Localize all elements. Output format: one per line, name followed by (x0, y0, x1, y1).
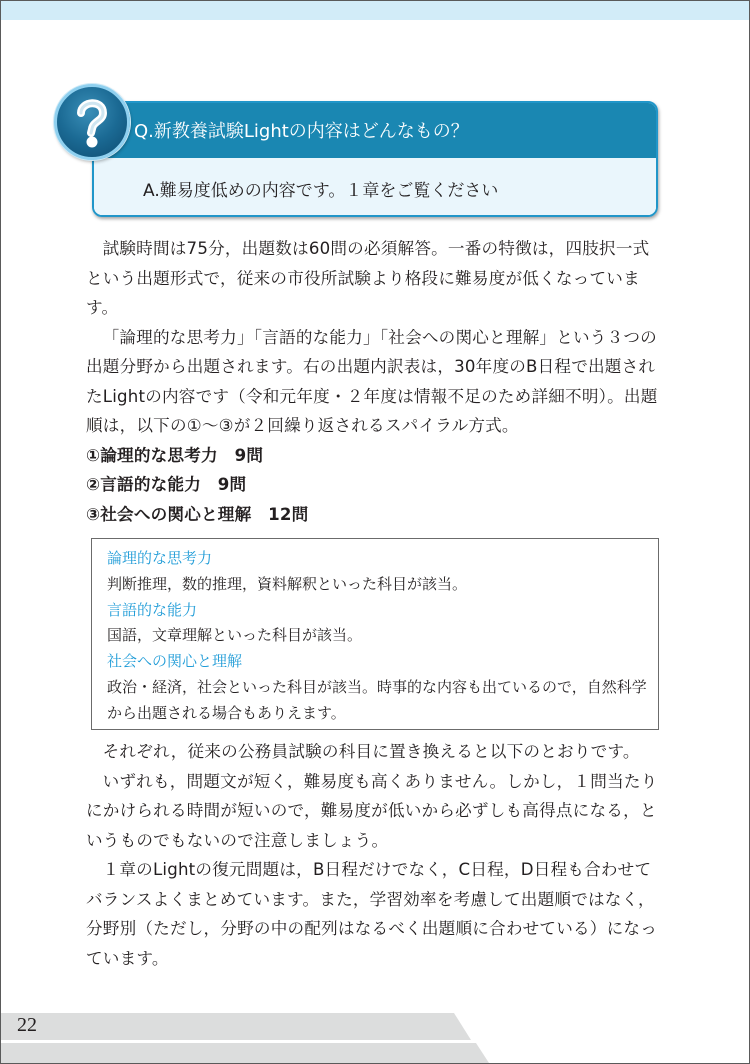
qa-box (92, 101, 658, 217)
footer-band (1, 1013, 471, 1040)
list-item: ②言語的な能力 9問 (86, 475, 247, 494)
list-item: ③社会への関心と理解 12問 (86, 504, 309, 524)
info-description: 判断推理，数的推理，資料解釈といった科目が該当。 (107, 574, 468, 593)
body-section-2 (86, 737, 666, 973)
body-section-1 (86, 234, 666, 529)
paragraph: 「論理的な思考力」「言語的な能力」「社会への関心と理解」という３つの出題分野から出題されます。右の出題内訳表は，30年度のB日程で出題されたLightの内容です（令和元年度・２年度は情報不足のため詳細不明）。出題順は，以下の①～③が２回繰り返されるスパイラル方式。 (86, 327, 658, 435)
page-number: 22 (17, 1014, 37, 1036)
info-heading: 言語的な能力 (107, 600, 198, 619)
question-bar (94, 103, 656, 158)
info-description: 政治・経済，社会といった科目が該当。時事的な内容も出ているので，自然科学から出題される場合もありえます。 (107, 677, 647, 722)
info-heading: 論理的な思考力 (107, 549, 213, 567)
paragraph: いずれも，問題文が短く，難易度も高くありません。しかし，１問当たりにかけられる時間が短いので，難易度が低いから必ずしも高得点になる，というものでもないので注意しましょう。 (86, 771, 658, 850)
info-description: 国語，文章理解といった科目が該当。 (107, 626, 363, 645)
info-heading: 社会への関心と理解 (107, 652, 243, 671)
header-band (1, 1, 749, 20)
answer-text: A.難易度低めの内容です。１章をご覧ください (143, 181, 499, 201)
paragraph: 試験時間は75分，出題数は60問の必須解答。一番の特徴は，四肢択一式という出題形式で，従来の市役所試験より格段に難易度が低くなっています。 (86, 239, 650, 317)
footer-band (1, 1043, 489, 1063)
subject-info-box (91, 538, 659, 730)
paragraph: １章のLightの復元問題は，B日程だけでなく，C日程，D日程も合わせてバランスよくまとめています。また，学習効率を考慮して出題順ではなく，分野別（ただし，分野の中の配列はなるべく出題順に合わせている）になっています。 (86, 860, 657, 968)
paragraph: それぞれ，従来の公務員試験の科目に置き換えると以下のとおりです。 (102, 742, 640, 761)
question-mark-icon (54, 84, 130, 160)
list-item: ①論理的な思考力 9問 (86, 445, 264, 465)
answer-bar (94, 158, 656, 215)
question-text: Q.新教養試験Lightの内容はどんなもの？ (134, 121, 469, 142)
